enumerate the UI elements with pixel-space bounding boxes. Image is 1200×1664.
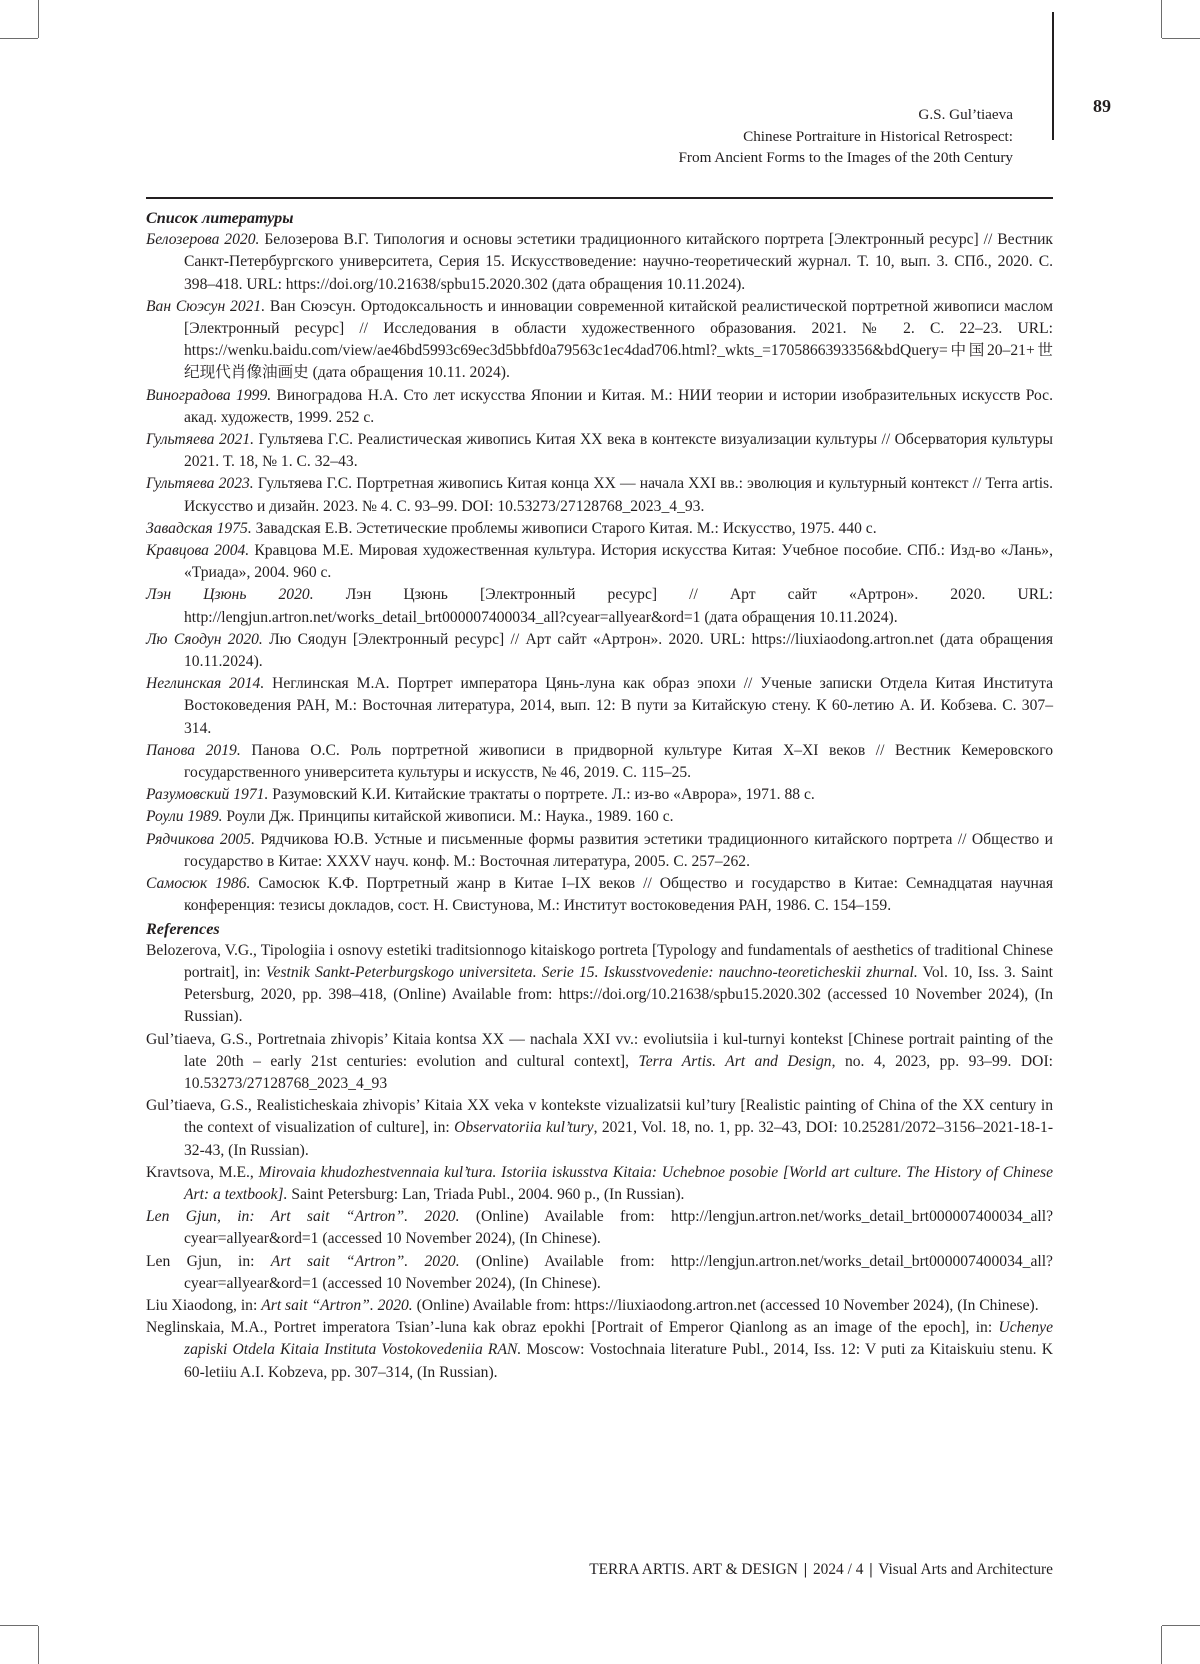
reference-text: Кравцова М.Е. Мировая художественная культура. История искусства Китая: Учебное пособие. СПб.: Изд-во «Лань», «Триада», 2004. 960 с.: [184, 542, 1053, 582]
crop-mark: [0, 38, 38, 39]
footer-section: Visual Arts and Architecture: [878, 1561, 1053, 1578]
reference-text: , 2021, Vol. 18, no. 1, pp. 32–43, DOI: 10.25281/2072–3156–2021-18-1-32-43, (In Russian).: [184, 1119, 1054, 1159]
reference-author: Завадская 1975.: [146, 519, 252, 537]
reference-text: (Online) Available from: http://lengjun.artron.net/works_detail_brt000007400034_all?cyear=allyear&ord=1 (accessed 10 November 2024), (In Chinese).: [184, 1252, 1053, 1292]
running-head-title-line1: Chinese Portraiture in Historical Retrospect:: [743, 127, 1013, 145]
footer-separator: |: [803, 1561, 808, 1578]
reference-author: Рядчикова 2005.: [146, 830, 255, 848]
reference-source-title: Terra Artis. Art and Design: [638, 1052, 832, 1070]
ru-section-title: Список литературы: [146, 209, 294, 227]
reference-text: (Online) Available from: https://liuxiaodong.artron.net (accessed 10 November 2024), (In Chinese).: [412, 1296, 1039, 1314]
reference-author: Гультяева 2023.: [146, 475, 254, 493]
ru-reference-list: [146, 229, 1053, 917]
reference-text: Разумовский К.И. Китайские трактаты о портрете. Л.: из-во «Аврора», 1971. 88 с.: [268, 786, 815, 804]
footer-journal: TERRA ARTIS. ART & DESIGN: [589, 1561, 798, 1578]
reference-lead: Len Gjun, in: Art sait “Artron”. 2020.: [146, 1208, 460, 1226]
reference-author: Разумовский 1971.: [146, 786, 269, 804]
reference-entry: [146, 784, 1053, 806]
reference-text: Завадская Е.В. Эстетические проблемы живописи Старого Китая. М.: Искусство, 1975. 440 с.: [251, 519, 877, 537]
reference-text: Лэн Цзюнь [Электронный ресурс] // Арт сайт «Артрон». 2020. URL: http://lengjun.artron.net/works_detail_brt000007400034_all?cyear=allyear&ord=1 (дата обращения 10.11.2024).: [184, 586, 1053, 626]
reference-entry: [146, 829, 1053, 873]
reference-text: Moscow: Vostochnaia literature Publ., 2014, Iss. 12: V puti za Kitaiskuiu stenu. K 60-letiiu A.I. Kobzeva, pp. 307–314, (In Russian).: [184, 1341, 1053, 1381]
reference-author: Лю Сяодун 2020.: [146, 630, 263, 648]
reference-entry: [146, 740, 1053, 784]
reference-entry: [146, 1029, 1053, 1096]
crop-mark: [1162, 1625, 1200, 1626]
reference-text: Kravtsova, M.E.,: [146, 1163, 259, 1181]
reference-text: Vol. 10, Iss. 3. Saint Petersburg, 2020, pp. 398–418, (Online) Available from: https://doi.org/10.21638/spbu15.2020.302 (accessed 10 November 2024), (In Russian).: [184, 963, 1053, 1026]
reference-entry: [146, 1295, 1053, 1317]
reference-entry: [146, 873, 1053, 917]
reference-entry: [146, 229, 1053, 296]
reference-entry: [146, 940, 1053, 1029]
reference-entry: [146, 673, 1053, 740]
reference-text: Belozerova, V.G., Tipologiia i osnovy estetiki traditsionnogo kitaiskogo portreta [Typology and fundamentals of aesthetics of traditional Chinese portrait], in:: [146, 941, 1053, 981]
reference-text: Лю Сяодун [Электронный ресурс] // Арт сайт «Артрон». 2020. URL: https://liuxiaodong.artron.net (дата обращения 10.11.2024).: [184, 630, 1053, 671]
reference-source-title: Art sait “Artron”. 2020.: [261, 1296, 413, 1314]
reference-entry: [146, 1206, 1053, 1250]
reference-text: Liu Xiaodong, in:: [146, 1296, 262, 1314]
reference-text: Ван Сюэсун. Ортодоксальность и инновации современной китайской реалистической портретной живописи маслом [Электронный ресурс] // Исследования в области художественного образования. 2021. № 2. С. 22–23. URL: https://wenku.baidu.com/view/ae46bd5993c69ec3d5bbfd0a79563c1ec4dad706.html?_wkts_=1705866393356&bdQuery=中国20–21+世纪现代肖像油画史 (дата обращения 10.11. 2024).: [184, 297, 1053, 382]
reference-source-title: Observatoriia kul’tury: [454, 1119, 594, 1137]
reference-entry: [146, 584, 1053, 628]
crop-mark: [0, 1625, 38, 1626]
footer-issue: 2024 / 4: [812, 1561, 864, 1578]
reference-text: Рядчикова Ю.В. Устные и письменные формы развития эстетики традиционного китайского портрета // Общество и государство в Китае: XXXV науч. конф. М.: Восточная литература, 2005. С. 257–262.: [184, 830, 1053, 870]
reference-source-title: Mirovaia khudozhestvennaia kul’tura. Istoriia iskusstva Kitaia: Uchebnoe posobie [World art culture. The History of Chinese Art: a textbook].: [184, 1163, 1053, 1203]
reference-entry: [146, 540, 1053, 584]
reference-text: Виноградова Н.А. Сто лет искусства Японии и Китая. М.: НИИ теории и истории изобразительных искусств Рос. акад. художеств, 1999. 252 с.: [184, 386, 1053, 426]
bibliography: [146, 207, 1053, 1384]
reference-source-title: Art sait “Artron”. 2020.: [270, 1252, 460, 1270]
reference-text: Saint Petersburg: Lan, Triada Publ., 2004. 960 p., (In Russian).: [287, 1185, 685, 1203]
reference-text: (Online) Available from: http://lengjun.artron.net/works_detail_brt000007400034_all?cyear=allyear&ord=1 (accessed 10 November 2024), (In Chinese).: [184, 1208, 1053, 1248]
reference-text: Gul’tiaeva, G.S., Portretnaia zhivopis’ Kitaia kontsa XX — nachala XXI vv.: evoliutsiia i kul-turnyi kontekst [Chinese portrait painting of the late 20th – early 21st centuries: evolution and cultural context],: [146, 1030, 1053, 1070]
reference-author: Ван Сюэсун 2021.: [146, 297, 266, 315]
reference-text: Самосюк К.Ф. Портретный жанр в Китае I–IX веков // Общество и государство в Китае: Семнадцатая научная конференция: тезисы докладов, сост. Н. Свистунова, М.: Институт востоковедения РАН, 1986. С. 154–159.: [184, 875, 1053, 915]
reference-author: Белозерова 2020.: [146, 231, 260, 249]
reference-entry: [146, 806, 1053, 828]
reference-author: Гультяева 2021.: [146, 431, 255, 449]
footer-separator: |: [869, 1561, 873, 1578]
reference-author: Лэн Цзюнь 2020.: [146, 586, 314, 604]
crop-mark: [38, 1626, 39, 1664]
crop-mark: [1161, 0, 1162, 38]
reference-entry: [146, 629, 1053, 673]
reference-text: Панова О.С. Роль портретной живописи в придворной культуре Китая X–XI веков // Вестник Кемеровского государственного университета культуры и искусств, № 46, 2019. С. 115–25.: [184, 741, 1053, 782]
reference-entry: [146, 1251, 1053, 1295]
reference-source-title: Vestnik Sankt-Peterburgskogo universiteta. Serie 15. Iskusstvovedenie: nauchno-teoreticheskii zhurnal.: [265, 963, 918, 981]
header-horizontal-rule: [146, 197, 1053, 199]
running-head-author: G.S. Gul’tiaeva: [918, 106, 1013, 123]
reference-author: Кравцова 2004.: [146, 542, 250, 560]
reference-text: Len Gjun, in:: [146, 1252, 271, 1270]
reference-entry: [146, 385, 1053, 429]
reference-text: Gul’tiaeva, G.S., Realisticheskaia zhivopis’ Kitaia XX veka v kontekste vizualizatsii kul’tury [Realistic painting of China of the XX century in the context of visualization of culture], in:: [146, 1097, 1053, 1137]
reference-text: Роули Дж. Принципы китайской живописи. М.: Наука., 1989. 160 с.: [222, 808, 674, 826]
reference-entry: [146, 429, 1053, 473]
reference-author: Неглинская 2014.: [146, 675, 265, 693]
reference-text: , no. 4, 2023, pp. 93–99. DOI: 10.53273/27128768_2023_4_93: [184, 1052, 1053, 1092]
reference-entry: [146, 473, 1053, 517]
reference-entry: [146, 518, 1053, 540]
reference-text: Neglinskaia, M.A., Portret imperatora Tsian’-luna kak obraz epokhi [Portrait of Emperor Qianlong as an image of the epoch], in:: [146, 1319, 999, 1337]
crop-mark: [1161, 1626, 1162, 1664]
reference-entry: [146, 1095, 1053, 1162]
en-section-title: References: [146, 919, 220, 938]
page-footer: [589, 1561, 1053, 1579]
reference-entry: [146, 1317, 1053, 1384]
en-reference-list: [146, 940, 1053, 1384]
reference-source-title: Uchenye zapiski Otdela Kitaia Instituta Vostokovedeniia RAN.: [184, 1319, 1053, 1359]
reference-text: Гультяева Г.С. Портретная живопись Китая конца XX — начала XXI вв.: эволюция и культурный контекст // Terra artis. Искусство и дизайн. 2023. № 4. С. 93–99. DOI: 10.53273/27128768_2023_4_93.: [184, 475, 1053, 515]
running-head-title-line2: From Ancient Forms to the Images of the 20th Century: [678, 149, 1013, 167]
header-vertical-rule: [1052, 12, 1054, 140]
reference-author: Панова 2019.: [146, 741, 241, 759]
reference-text: Неглинская М.А. Портрет императора Цянь-луна как образ эпохи // Ученые записки Отдела Китая Института Востоковедения РАН, М.: Восточная литература, 2014, вып. 12: В пути за Китайскую стену. К 60-летию А. И. Кобзева. С. 307–314.: [184, 675, 1053, 737]
running-head: [373, 104, 1013, 169]
crop-mark: [1162, 38, 1200, 39]
reference-author: Самосюк 1986.: [146, 875, 251, 893]
reference-entry: [146, 1162, 1053, 1206]
page-number: 89: [1093, 96, 1111, 116]
reference-text: Гультяева Г.С. Реалистическая живопись Китая XX века в контексте визуализации культуры // Обсерватория культуры 2021. Т. 18, № 1. С. 32–43.: [184, 431, 1053, 471]
reference-author: Виноградова 1999.: [146, 386, 272, 404]
reference-author: Роули 1989.: [146, 808, 223, 826]
reference-text: Белозерова В.Г. Типология и основы эстетики традиционного китайского портрета [Электронный ресурс] // Вестник Санкт-Петербургского университета, Серия 15. Искусствоведение: научно-теоретический журнал. Т. 10, вып. 3. СПб., 2020. С. 398–418. URL: https://doi.org/10.21638/spbu15.2020.302 (дата обращения 10.11.2024).: [184, 231, 1053, 293]
crop-mark: [38, 0, 39, 38]
reference-entry: [146, 296, 1053, 385]
